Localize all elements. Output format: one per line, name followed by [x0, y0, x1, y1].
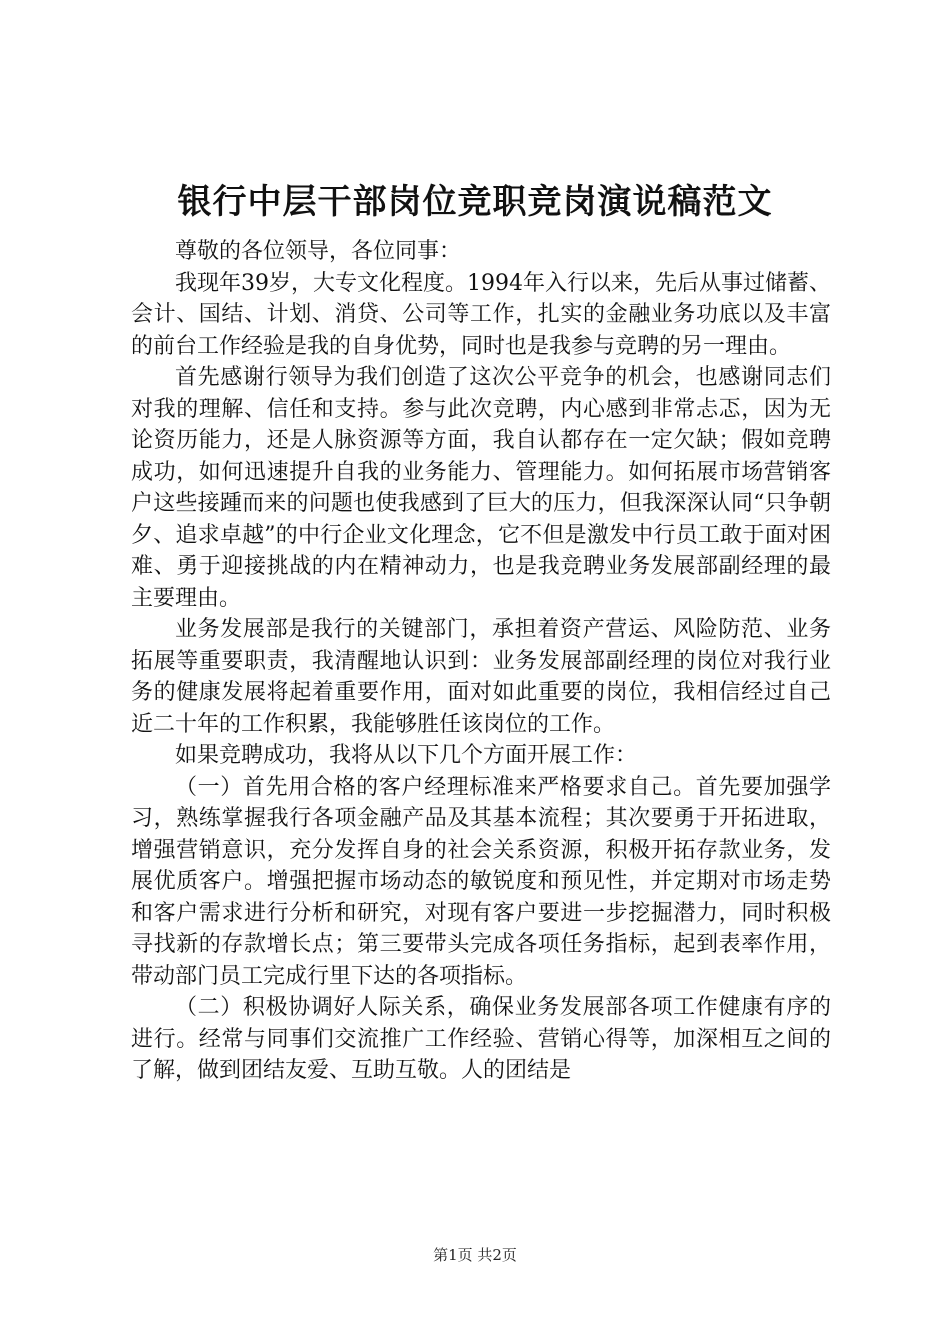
salutation-paragraph: 尊敬的各位领导，各位同事：: [175, 239, 462, 264]
page-footer: 第1页 共2页: [433, 1246, 517, 1264]
body-paragraph: 首先感谢行领导为我们创造了这次公平竞争的机会，也感谢同志们对我的理解、信任和支持。参与此次竞聘，内心感到非常忐忑，因为无论资历能力，还是人脉资源等方面，我自认都存在一定欠缺；假如竞聘成功，如何迅速提升自我的业务能力、管理能力。如何拓展市场营销客户这些接踵而来的问题也使我感到了巨大的压力，但我深深认同“只争朝夕、追求卓越”的中行企业文化理念，它不但是激发中行员工敢于面对困难、勇于迎接挑战的内在精神动力，也是我竞聘业务发展部副经理的最主要理由。: [131, 365, 831, 611]
body-paragraph: 我现年39岁，大专文化程度。1994年入行以来，先后从事过储蓄、会计、国结、计划、消贷、公司等工作，扎实的金融业务功底以及丰富的前台工作经验是我的自身优势，同时也是我参与竞聘的另一理由。: [131, 270, 831, 359]
body-paragraph: （一）首先用合格的客户经理标准来严格要求自己。首先要加强学习，熟练掌握我行各项金融产品及其基本流程；其次要勇于开拓进取，增强营销意识，充分发挥自身的社会关系资源，积极开拓存款业务，发展优质客户。增强把握市场动态的敏锐度和预见性，并定期对市场走势和客户需求进行分析和研究，对现有客户要进一步挖掘潜力，同时积极寻找新的存款增长点；第三要带头完成各项任务指标，起到表率作用，带动部门员工完成行里下达的各项指标。: [131, 774, 831, 989]
document-body: [131, 236, 831, 1087]
document-title: 银行中层干部岗位竞职竞岗演说稿范文: [177, 182, 773, 222]
body-paragraph: 如果竞聘成功，我将从以下几个方面开展工作：: [175, 743, 638, 768]
body-paragraph: 业务发展部是我行的关键部门，承担着资产营运、风险防范、业务拓展等重要职责，我清醒地认识到：业务发展部副经理的岗位对我行业务的健康发展将起着重要作用，面对如此重要的岗位，我相信经过自己近二十年的工作积累，我能够胜任该岗位的工作。: [131, 617, 831, 737]
body-paragraph: （二）积极协调好人际关系，确保业务发展部各项工作健康有序的进行。经常与同事们交流推广工作经验、营销心得等，加深相互之间的了解，做到团结友爱、互助互敬。人的团结是: [131, 995, 831, 1083]
